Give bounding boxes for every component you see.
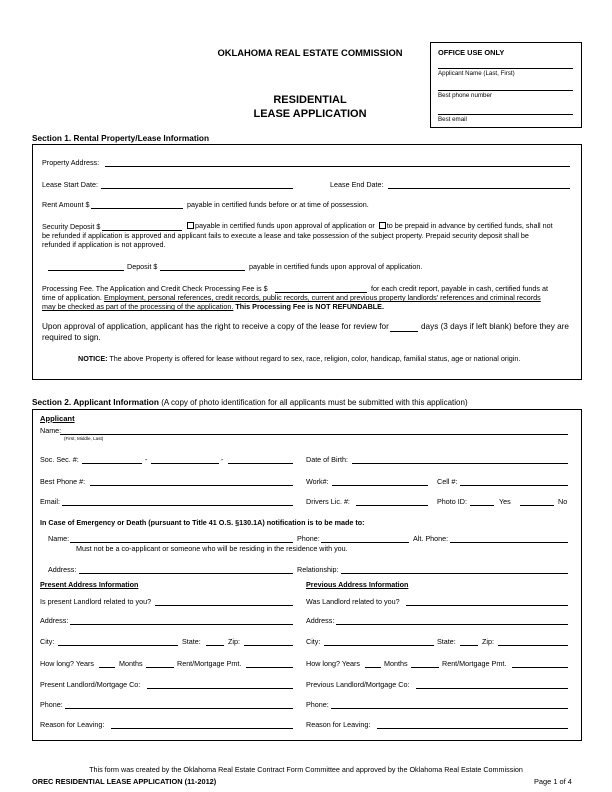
em-name-field[interactable] [70, 542, 293, 543]
lease-start-label: Lease Start Date: [42, 180, 98, 189]
previous-rent-field[interactable] [512, 667, 568, 668]
ssn-dash-1: - [145, 455, 148, 464]
em-name-label: Name: [48, 534, 70, 543]
section2-note: (A copy of photo identification for all applicants must be submitted with this application) [161, 398, 468, 407]
deposit-amount-field[interactable] [160, 270, 245, 271]
present-state-field[interactable] [206, 645, 224, 646]
applicant-heading: Applicant [40, 414, 75, 423]
previous-phone-label: Phone: [306, 700, 329, 709]
deposit-tail: payable in certified funds upon approval of application. [249, 262, 423, 271]
work-field[interactable] [332, 485, 428, 486]
em-relationship-field[interactable] [341, 573, 568, 574]
present-months-field[interactable] [146, 667, 174, 668]
processing-fee-text: Processing Fee. The Application and Credit Check Processing Fee is $ [42, 284, 268, 293]
previous-related-field[interactable] [406, 605, 568, 606]
section2-heading: Section 2. Applicant Information [32, 397, 159, 407]
previous-city-label: City: [306, 637, 321, 646]
work-label: Work#: [306, 477, 329, 486]
name-hint: (First, Middle, Last) [64, 436, 104, 441]
present-city-field[interactable] [58, 645, 178, 646]
form-title-line2: LEASE APPLICATION [253, 108, 367, 120]
em-address-field[interactable] [79, 573, 293, 574]
present-zip-field[interactable] [244, 645, 293, 646]
cell-label: Cell #: [437, 477, 458, 486]
lease-end-label: Lease End Date: [330, 180, 384, 189]
footer-created-by: This form was created by the Oklahoma Real Estate Contract Form Committee and approved by the Oklahoma Real Estate Commission [89, 765, 523, 774]
property-address-label: Property Address: [42, 158, 100, 167]
rent-amount-field[interactable] [91, 208, 183, 209]
office-name-line[interactable] [438, 68, 573, 69]
cell-field[interactable] [460, 485, 568, 486]
present-address-field[interactable] [70, 624, 293, 625]
photo-id-yes: Yes [499, 497, 511, 506]
previous-address-label: Address: [306, 616, 335, 625]
previous-months-field[interactable] [411, 667, 439, 668]
previous-state-field[interactable] [460, 645, 478, 646]
present-phone-label: Phone: [40, 700, 63, 709]
previous-zip-field[interactable] [498, 645, 568, 646]
previous-months-label: Months [384, 659, 408, 668]
rent-amount-tail: payable in certified funds before or at time of possession. [187, 200, 369, 209]
present-related-label: Is present Landlord related to you? [40, 597, 152, 606]
previous-phone-field[interactable] [331, 708, 568, 709]
emergency-heading: In Case of Emergency or Death (pursuant to Title 41 O.S. §130.1A) notification is to be made to: [40, 518, 365, 527]
photo-id-no-field[interactable] [520, 505, 554, 506]
present-reason-label: Reason for Leaving: [40, 720, 105, 729]
previous-state-label: State: [437, 637, 456, 646]
previous-reason-label: Reason for Leaving: [306, 720, 371, 729]
present-landlord-field[interactable] [147, 688, 293, 689]
present-months-label: Months [119, 659, 143, 668]
present-city-label: City: [40, 637, 55, 646]
office-use-title: OFFICE USE ONLY [438, 48, 505, 57]
photo-id-label: Photo ID: [437, 497, 467, 506]
ssn-field-3[interactable] [228, 463, 293, 464]
proc-line3b: This Processing Fee is NOT REFUNDABLE. [235, 302, 384, 311]
drivers-label: Drivers Lic. #: [306, 497, 350, 506]
em-alt-phone-field[interactable] [450, 542, 568, 543]
property-address-field[interactable] [105, 166, 570, 167]
em-alt-phone-label: Alt. Phone: [413, 534, 449, 543]
sd-line2: be refunded if application is approved and applicant fails to execute a lease and take possession of the subject property. Prepaid security deposit shall be [42, 231, 529, 240]
drivers-field[interactable] [356, 505, 428, 506]
present-reason-field[interactable] [111, 728, 293, 729]
best-phone-label: Best Phone #: [40, 477, 86, 486]
previous-rent-label: Rent/Mortgage Pmt. [442, 659, 507, 668]
best-phone-field[interactable] [90, 485, 293, 486]
em-address-label: Address: [48, 565, 77, 574]
office-name-label: Applicant Name (Last, First) [438, 70, 515, 77]
sd-opt1-text: payable in certified funds upon approval of application or [195, 221, 375, 230]
present-howlong-label: How long? Years [40, 659, 94, 668]
review-days-field[interactable] [390, 331, 418, 332]
name-label: Name: [40, 426, 62, 435]
name-field[interactable] [60, 434, 568, 435]
previous-howlong-label: How long? Years [306, 659, 360, 668]
approval-tail: days (3 days if left blank) before they are [421, 322, 569, 331]
sd-opt2-text: to be prepaid in advance by certified funds, shall not [386, 221, 553, 230]
sd-line3: refunded if application is not approved. [42, 240, 166, 249]
footer-form-id: OREC RESIDENTIAL LEASE APPLICATION (11-2012) [32, 777, 217, 786]
present-phone-field[interactable] [65, 708, 293, 709]
previous-zip-label: Zip: [482, 637, 494, 646]
present-state-label: State: [182, 637, 201, 646]
present-rent-label: Rent/Mortgage Pmt. [177, 659, 242, 668]
previous-heading: Previous Address Information [306, 580, 409, 589]
notice-label: NOTICE: [78, 354, 108, 363]
dob-field[interactable] [352, 463, 568, 464]
em-phone-field[interactable] [321, 542, 409, 543]
proc-line2a: time of application. [42, 293, 102, 302]
previous-related-label: Was Landlord related to you? [306, 597, 400, 606]
office-email-label: Best email [438, 116, 467, 123]
previous-landlord-field[interactable] [416, 688, 568, 689]
em-relationship-label: Relationship: [297, 565, 339, 574]
present-landlord-label: Present Landlord/Mortgage Co: [40, 680, 141, 689]
approval-text: Upon approval of application, applicant has the right to receive a copy of the lease for review for [42, 322, 389, 331]
security-deposit-label: Security Deposit $ [42, 222, 101, 231]
proc-line3a: may be checked as part of the processing of the application. [42, 302, 234, 311]
lease-end-field[interactable] [388, 188, 570, 189]
dob-label: Date of Birth: [306, 455, 348, 464]
approval-line2: required to sign. [42, 333, 101, 342]
previous-city-field[interactable] [324, 645, 434, 646]
photo-id-no: No [558, 497, 568, 506]
lease-start-field[interactable] [101, 188, 293, 189]
em-note: Must not be a co-applicant or someone who will be residing in the residence with you. [76, 544, 348, 553]
rent-amount-label: Rent Amount $ [42, 200, 90, 209]
deposit-type-field[interactable] [48, 270, 124, 271]
previous-landlord-label: Previous Landlord/Mortgage Co: [306, 680, 410, 689]
present-zip-label: Zip: [228, 637, 240, 646]
office-phone-label: Best phone number [438, 92, 493, 99]
previous-years-field[interactable] [365, 667, 381, 668]
present-years-field[interactable] [99, 667, 115, 668]
photo-id-yes-field[interactable] [470, 505, 494, 506]
footer-page: Page 1 of 4 [534, 777, 572, 786]
office-email-line[interactable] [438, 114, 573, 115]
present-rent-field[interactable] [246, 667, 293, 668]
proc-line2b: Employment, personal references, credit records, public records, current and previous property landlords' references and criminal records [103, 293, 541, 302]
sd-certified-checkbox[interactable] [187, 222, 194, 229]
previous-reason-field[interactable] [377, 728, 568, 729]
commission-title: OKLAHOMA REAL ESTATE COMMISSION [217, 47, 403, 58]
office-use-box [430, 42, 582, 128]
email-field[interactable] [62, 505, 293, 506]
present-address-label: Address: [40, 616, 69, 625]
ssn-dash-2: - [221, 455, 224, 464]
office-phone-line[interactable] [438, 90, 573, 91]
form-title-line1: RESIDENTIAL [273, 94, 347, 106]
previous-address-field[interactable] [336, 624, 568, 625]
ssn-field-2[interactable] [151, 463, 219, 464]
processing-fee-tail: for each credit report, payable in cash, certified funds at [371, 284, 548, 293]
ssn-field-1[interactable] [82, 463, 142, 464]
sd-prepaid-checkbox[interactable] [379, 222, 386, 229]
present-heading: Present Address Information [40, 580, 139, 589]
section1-heading: Section 1. Rental Property/Lease Information [32, 133, 210, 143]
deposit-label: Deposit $ [127, 262, 158, 271]
ssn-label: Soc. Sec. #: [40, 455, 79, 464]
email-label: Email: [40, 497, 60, 506]
notice-text: The above Property is offered for lease without regard to sex, race, religion, color, handicap, familial status, age or national origin. [109, 354, 521, 363]
present-related-field[interactable] [155, 605, 293, 606]
em-phone-label: Phone: [297, 534, 320, 543]
